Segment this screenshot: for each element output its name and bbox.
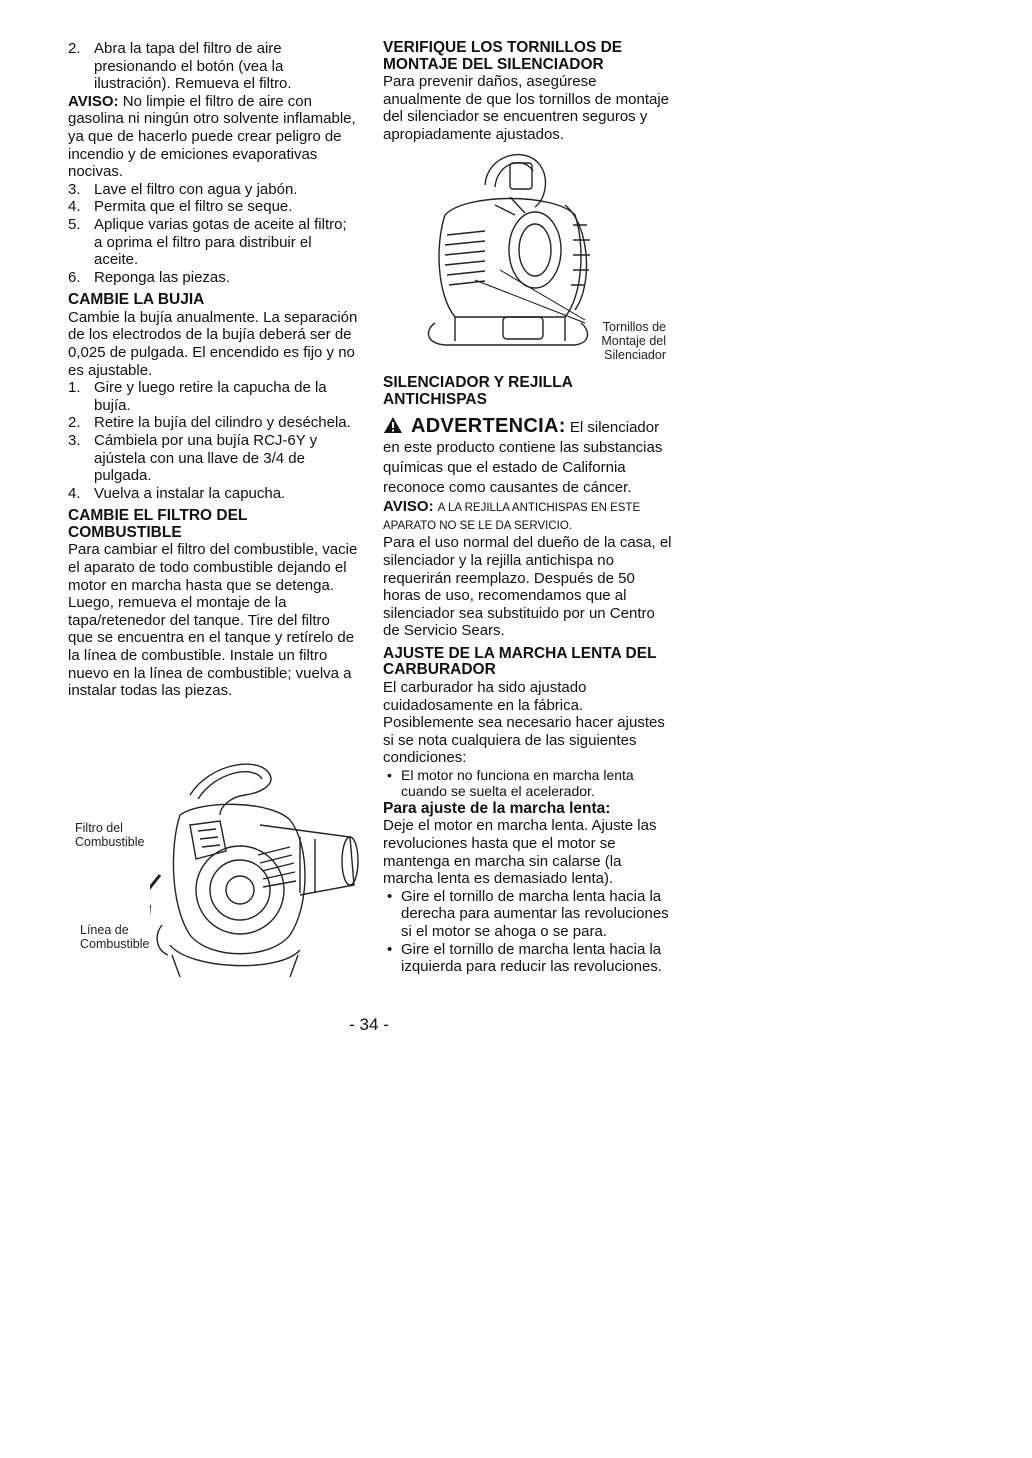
ajuste-subheading: Para ajuste de la marcha lenta: (383, 799, 611, 817)
list-item: 2. Abra la tapa del filtro de aire presionando el botón (vea la ilustración). Remueva el filtro. (68, 40, 292, 93)
ajuste-text: Deje el motor en marcha lenta. Ajuste las revoluciones hasta que el motor se mantenga en marcha sin calarse (la marcha lenta es demasiado lenta). (383, 817, 657, 888)
filtro-text: Para cambiar el filtro del combustible, vacie el aparato de todo combustible dejando el motor en marcha hasta que se detenga. Luego, remueva el montaje de la tapa/retenedor del tanque. Tire del filtro que se encuentra en el tanque y retírelo de la línea de combustible. Instale un filtro nuevo en la línea de combustible; vuelva a instalar todas las piezas. (68, 541, 358, 700)
aviso-label: AVISO: (383, 498, 434, 516)
list-item: 3. Cámbiela por una bujía RCJ-6Y y ajústela con una llave de 3/4 de pulgada. (68, 431, 318, 485)
list-item: 4. Vuelva a instalar la capucha. (68, 484, 286, 502)
filter-steps-a (68, 40, 358, 93)
bujia-steps (68, 379, 358, 502)
bujia-intro: Cambie la bujía anualmente. La separación de los electrodos de la bujía deberá ser de 0,025 de pulgada. El encendido es fijo y no es ajustable. (68, 308, 358, 379)
list-item: • Gire el tornillo de marcha lenta hacia la derecha para aumentar las revoluciones si el motor se ahoga o se para. (383, 888, 673, 941)
blower-fuel-filter-illustration (150, 755, 360, 985)
list-item: 1. Gire y luego retire la capucha de la bujía. (68, 379, 327, 414)
filter-steps-b (68, 181, 358, 287)
tornillos-text: Para prevenir daños, asegúrese anualmente de que los tornillos de montaje del silenciador se encuentren seguros y apropiadamente ajustados. (383, 73, 670, 143)
muffler-screws-label: Tornillos de Montaje del Silenciador (601, 320, 666, 362)
aviso-paragraph: AVISO: No limpie el filtro de aire con gasolina ni ningún otro solvente inflamable, ya que de hacerlo puede crear peligro de incendio y de emiciones evaporativas nocivas. (68, 92, 356, 181)
carb-text: El carburador ha sido ajustado cuidadosamente en la fábrica. Posiblemente sea necesario hacer ajustes si se nota cualquiera de las siguientes condiciones: (383, 678, 665, 767)
page-number: - 34 - (349, 1015, 389, 1034)
warning-triangle-icon (383, 416, 403, 434)
aviso-label: AVISO: (68, 92, 119, 110)
list-item: • El motor no funciona en marcha lenta cuando se suelta el acelerador. (383, 767, 673, 799)
warning-paragraph (383, 416, 673, 498)
aviso-paragraph: AVISO: A LA REJILLA ANTICHISPAS EN ESTE APARATO NO SE LE DA SERVICIO. (383, 498, 641, 533)
warning-text: El silenciador en este producto contiene las substancias químicas que el estado de California reconoce como causantes de cáncer. (383, 419, 663, 497)
silenciador-text: Para el uso normal del dueño de la casa, el silenciador y la rejilla antichispa no requerirán reemplazo. Después de 50 horas de uso, recomendamos que al silenciador sea substituido por un Centro de Servicio Sears. (383, 534, 672, 640)
muffler-screws-illustration (415, 145, 605, 355)
warning-word: ADVERTENCIA: (411, 415, 566, 438)
bujia-heading: CAMBIE LA BUJIA (68, 291, 205, 309)
carb-heading: AJUSTE DE LA MARCHA LENTA DEL CARBURADOR (383, 644, 657, 679)
carb-bullets (383, 767, 673, 799)
list-item: • Gire el tornillo de marcha lenta hacia la izquierda para reducir las revoluciones. (383, 941, 673, 976)
list-item: 2. Retire la bujía del cilindro y deséchela. (68, 414, 351, 432)
fuel-filter-label: Filtro del Combustible (75, 821, 145, 849)
tornillos-heading: VERIFIQUE LOS TORNILLOS DE MONTAJE DEL SILENCIADOR (383, 39, 623, 73)
silenciador-heading: SILENCIADOR Y REJILLA ANTICHISPAS (383, 374, 573, 408)
ajuste-bullets (383, 888, 673, 976)
filtro-heading: CAMBIE EL FILTRO DEL COMBUSTIBLE (68, 507, 248, 541)
list-item: 4. Permita que el filtro se seque. (68, 198, 293, 216)
list-item: 5. Aplique varias gotas de aceite al filtro; a oprima el filtro para distribuir el aceite. (68, 215, 347, 269)
left-column (68, 40, 358, 700)
list-item: 3. Lave el filtro con agua y jabón. (68, 180, 298, 198)
list-item: 6. Reponga las piezas. (68, 268, 230, 286)
fuel-line-label: Línea de Combustible (80, 923, 150, 951)
